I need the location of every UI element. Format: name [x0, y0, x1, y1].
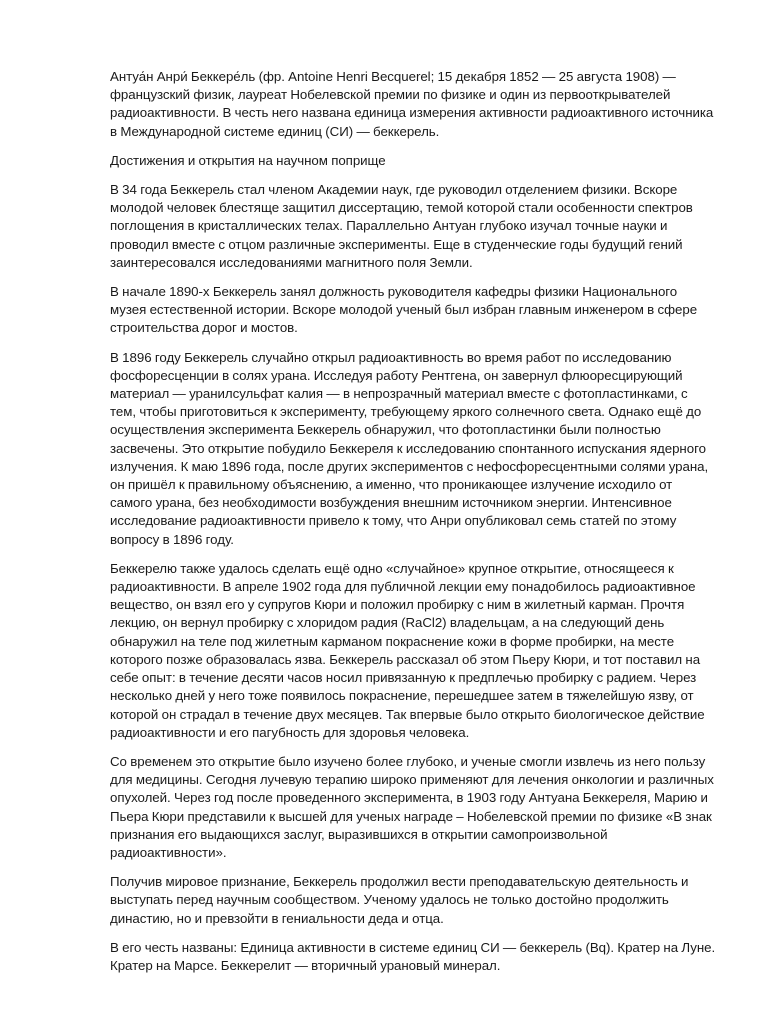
- section-heading: Достижения и открытия на научном поприще: [110, 152, 386, 168]
- intro-paragraph: Антуа́н Анри́ Беккере́ль (фр. Antoine Henri Becquerel; 15 декабря 1852 — 25 августа 1908) — французский физик, лауреат Нобелевской премии по физике и один из первооткрывателей радиоактивности. В честь него названа единица измерения активности радиоактивного источника в Международной системе единиц (СИ) — беккерель.: [110, 69, 714, 139]
- body-paragraph: В начале 1890-х Беккерель занял должность руководителя кафедры физики Национального музея естественной истории. Вскоре молодой ученый был избран главным инженером в сфере строительства дорог и мостов.: [110, 284, 698, 336]
- body-paragraph: В 1896 году Беккерель случайно открыл радиоактивность во время работ по исследованию фосфоресценции в солях урана. Исследуя работу Рентгена, он завернул флюоресцирующий материал — уранилсульфат калия — в непрозрачный материал вместе с фотопластинками, с тем, чтобы приготовиться к эксперименту, требующему яркого солнечного света. Однако ещё до осуществления эксперимента Беккерель обнаружил, что фотопластинки были полностью засвечены. Это открытие побудило Беккереля к исследованию спонтанного испускания ядерного излучения. К маю 1896 года, после других экспериментов с нефосфоресцентными солями урана, он пришёл к правильному объяснению, а именно, что проникающее излучение исходило от самого урана, без необходимости возбуждения внешним источником энергии. Интенсивное исследование радиоактивности привело к тому, что Анри опубликовал семь статей по этому вопросу в 1896 году.: [110, 349, 709, 547]
- body-paragraph: В 34 года Беккерель стал членом Академии наук, где руководил отделением физики. Вскоре молодой человек блестяще защитил диссертацию, темой которой стали особенности спектров поглощения в кристаллических телах. Параллельно Антуан глубоко изучал точные науки и проводил вместе с отцом различные эксперименты. Еще в студенческие годы будущий гений заинтересовался исследованиями магнитного поля Земли.: [110, 182, 693, 270]
- body-paragraph: Получив мировое признание, Беккерель продолжил вести преподавательскую деятельность и выступать перед научным сообществом. Ученому удалось не только достойно продолжить династию, но и превзойти в гениальности деда и отца.: [110, 874, 689, 926]
- document-page: [110, 68, 716, 986]
- body-paragraph: Беккерелю также удалось сделать ещё одно «случайное» крупное открытие, относящееся к радиоактивности. В апреле 1902 года для публичной лекции ему понадобилось радиоактивное вещество, он взял его у супругов Кюри и положил пробирку с ним в жилетный карман. Прочтя лекцию, он вернул пробирку с хлоридом радия (RaCl2) владельцам, а на следующий день обнаружил на теле под жилетным карманом покраснение кожи в форме пробирки, на месте которого позже образовалась язва. Беккерель рассказал об этом Пьеру Кюри, и тот поставил на себе опыт: в течение десяти часов носил привязанную к предплечью пробирку с радием. Через несколько дней у него тоже появилось покраснение, перешедшее затем в тяжелейшую язву, от которой он страдал в течение двух месяцев. Так впервые было открыто биологическое действие радиоактивности и его пагубность для здоровья человека.: [110, 560, 705, 740]
- closing-paragraph: В его честь названы: Единица активности в системе единиц СИ — беккерель (Bq). Кратер на Луне. Кратер на Марсе. Беккерелит — вторичный урановый минерал.: [110, 939, 716, 973]
- body-paragraph: Со временем это открытие было изучено более глубоко, и ученые смогли извлечь из него пользу для медицины. Сегодня лучевую терапию широко применяют для лечения онкологии и различных опухолей. Через год после проведенного эксперимента, в 1903 году Антуана Беккереля, Марию и Пьера Кюри представили к высшей для ученых награде – Нобелевской премии по физике «В знак признания его выдающихся заслуг, выразившихся в открытии самопроизвольной радиоактивности».: [110, 753, 714, 860]
